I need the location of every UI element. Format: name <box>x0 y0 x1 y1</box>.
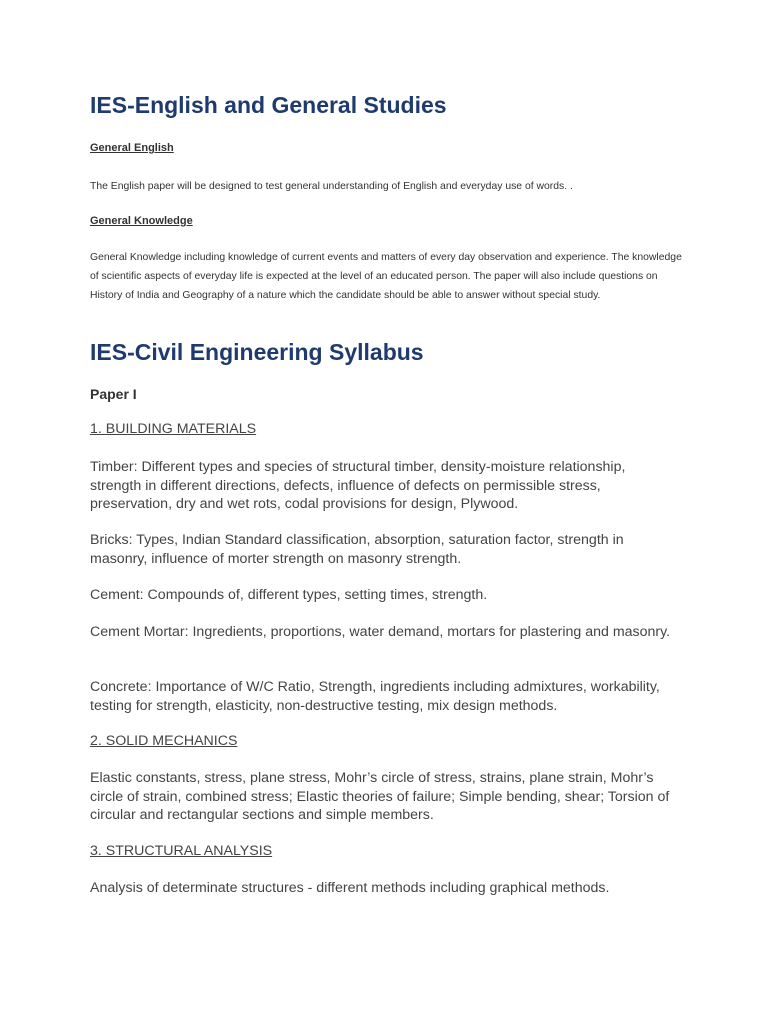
civil-section-title: IES-Civil Engineering Syllabus <box>90 339 424 365</box>
section-heading-solid-mechanics: 2. SOLID MECHANICS <box>90 733 238 749</box>
paper-label: Paper I <box>90 386 137 402</box>
english-section-title: IES-English and General Studies <box>90 92 447 118</box>
paragraph-cement: Cement: Compounds of, different types, setting times, strength. <box>90 587 488 603</box>
paragraph-timber: Timber: Different types and species of structural timber, density-moisture relationship, strength in different directions, defects, influence of defects on permissible stress, preservation, dry and wet rots, codal provisions for design, Plywood. <box>90 459 626 513</box>
paragraph-concrete: Concrete: Importance of W/C Ratio, Strength, ingredients including admixtures, workability, testing for strength, elasticity, non-destructive testing, mix design methods. <box>90 679 660 714</box>
section-heading-structural-analysis: 3. STRUCTURAL ANALYSIS <box>90 843 273 859</box>
general-english-text: The English paper will be designed to test general understanding of English and everyday use of words. . <box>90 181 573 192</box>
general-knowledge-heading: General Knowledge <box>90 215 193 227</box>
section-heading-building-materials: 1. BUILDING MATERIALS <box>90 421 257 437</box>
paragraph-cement-mortar: Cement Mortar: Ingredients, proportions, water demand, mortars for plastering and masonry. <box>90 624 671 640</box>
general-knowledge-text: General Knowledge including knowledge of current events and matters of every day observation and experience. The knowledge of scientific aspects of everyday life is expected at the level of an educated person. The paper will also include questions on History of India and Geography of a nature which the candidate should be able to answer without special study. <box>90 252 682 301</box>
paragraph-bricks: Bricks: Types, Indian Standard classification, absorption, saturation factor, strength in masonry, influence of morter strength on masonry strength. <box>90 532 624 567</box>
general-english-heading: General English <box>90 142 174 154</box>
paragraph-structural-analysis: Analysis of determinate structures - different methods including graphical methods. <box>90 880 610 896</box>
paragraph-solid-mechanics: Elastic constants, stress, plane stress, Mohr’s circle of stress, strains, plane strain, Mohr’s circle of strain, combined stress; Elastic theories of failure; Simple bending, shear; Torsion of circular and rectangular sections and simple members. <box>90 770 670 824</box>
